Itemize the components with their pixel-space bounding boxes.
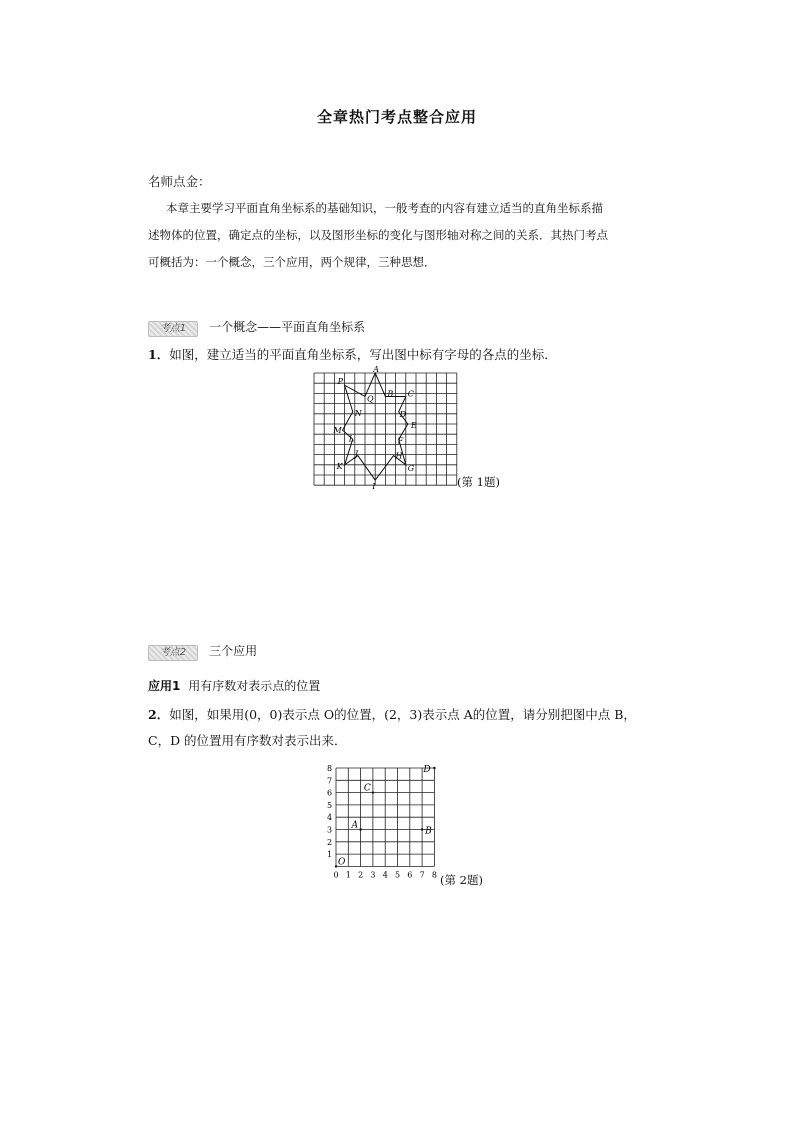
point-label-M: M xyxy=(333,426,342,436)
point-label-J: J xyxy=(354,449,359,459)
intro-heading: 名师点金： xyxy=(148,174,211,189)
figure-2-caption: (第 2题) xyxy=(440,873,483,887)
point-C xyxy=(372,791,374,793)
application-1-prefix: 应用1 xyxy=(148,679,181,693)
y-tick-label: 7 xyxy=(327,776,333,786)
point-label-K: K xyxy=(336,461,343,471)
point-label-L: L xyxy=(348,434,355,444)
point-label-E: E xyxy=(410,421,417,430)
question-2-line-2: C，D 的位置用有序数对表示出来． xyxy=(148,733,347,748)
point-label-D: D xyxy=(423,765,431,775)
y-tick-label: 2 xyxy=(327,837,333,847)
section-1-title: 一个概念——平面直角坐标系 xyxy=(209,320,366,334)
x-tick-label: 3 xyxy=(370,870,376,880)
page-title: 全章热门考点整合应用 xyxy=(316,108,477,126)
point-label-C: C xyxy=(407,389,414,399)
point-A xyxy=(359,828,361,830)
point-label-P: P xyxy=(337,377,343,387)
point-label-I: I xyxy=(372,482,376,492)
x-tick-label: 2 xyxy=(358,870,364,880)
y-tick-label: 4 xyxy=(327,813,333,823)
question-1 xyxy=(148,345,557,363)
point-D xyxy=(433,767,435,769)
section-2-badge: 考点2 xyxy=(148,645,198,661)
question-2-text-1: 如图，如果用(0，0)表示点 O的位置，(2，3)表示点 A的位置，请分别把图中点 B， xyxy=(169,707,636,722)
y-tick-label: 8 xyxy=(327,764,333,773)
x-tick-label: 0 xyxy=(333,870,339,880)
x-tick-label: 7 xyxy=(419,870,425,880)
point-label-A: A xyxy=(351,820,359,831)
point-label-N: N xyxy=(354,408,362,418)
figure-1-caption: (第 1题) xyxy=(457,475,500,489)
point-label-C: C xyxy=(363,783,371,794)
figure-1-star-grid xyxy=(310,365,460,492)
point-label-O: O xyxy=(338,857,346,868)
point-label-D: D xyxy=(399,409,407,419)
y-tick-label: 3 xyxy=(327,825,333,835)
section-2-header xyxy=(148,640,257,661)
application-1-title: 用有序数对表示点的位置 xyxy=(188,679,321,693)
point-O xyxy=(335,865,337,867)
point-B xyxy=(421,828,423,830)
figure-2-coordinate-grid xyxy=(322,760,446,884)
y-tick-label: 5 xyxy=(327,800,333,810)
point-label-H: H xyxy=(395,451,403,461)
x-tick-label: 4 xyxy=(382,870,388,880)
y-tick-label: 1 xyxy=(327,850,333,860)
intro-line-2: 述物体的位置，确定点的坐标，以及图形坐标的变化与图形轴对称之间的关系．其热门考点 xyxy=(148,228,608,242)
section-2-title: 三个应用 xyxy=(209,644,258,658)
x-tick-label: 6 xyxy=(407,870,413,880)
question-1-text: 如图，建立适当的平面直角坐标系，写出图中标有字母的各点的坐标． xyxy=(169,347,557,362)
section-1-badge: 考点1 xyxy=(148,321,198,337)
question-2-line-1 xyxy=(148,705,636,723)
y-tick-label: 6 xyxy=(327,788,333,798)
question-2-number: 2． xyxy=(148,707,170,722)
intro-line-3: 可概括为：一个概念，三个应用，两个规律，三种思想． xyxy=(148,255,436,269)
question-1-number: 1． xyxy=(148,347,170,362)
point-label-B: B xyxy=(387,389,394,399)
point-label-Q: Q xyxy=(367,394,374,404)
point-label-F: F xyxy=(397,436,404,446)
x-tick-label: 1 xyxy=(345,870,351,880)
point-label-G: G xyxy=(407,463,415,473)
intro-line-1: 本章主要学习平面直角坐标系的基础知识，一般考查的内容有建立适当的直角坐标系描 xyxy=(166,201,603,215)
x-tick-label: 5 xyxy=(395,870,401,880)
point-label-B: B xyxy=(425,826,432,837)
section-1-header xyxy=(148,316,365,337)
application-1-heading xyxy=(148,677,320,694)
point-label-A: A xyxy=(373,365,379,374)
x-tick-label: 8 xyxy=(431,870,437,880)
